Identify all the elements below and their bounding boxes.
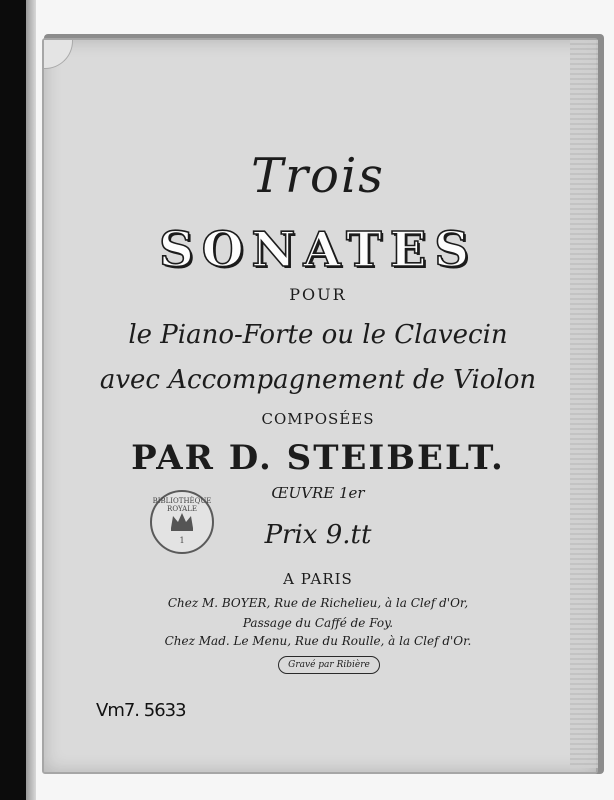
engraver-credit: Gravé par Ribière xyxy=(278,656,380,674)
instruments-line: le Piano-Forte ou le Clavecin xyxy=(128,320,508,350)
pour-label: POUR xyxy=(289,285,347,304)
composer-name: PAR D. STEIBELT. xyxy=(131,438,505,478)
title-sonates: SONATES xyxy=(159,222,477,278)
address-line-2: Passage du Caffé de Foy. xyxy=(242,616,394,630)
address-line-1: Chez M. BOYER, Rue de Richelieu, à la Clef d'Or, xyxy=(167,596,469,610)
scanner-edge xyxy=(0,0,26,800)
price: Prix 9.tt xyxy=(264,520,372,550)
accompaniment-line: avec Accompagnement de Violon xyxy=(99,365,537,395)
shelfmark: Vm7. 5633 xyxy=(96,700,186,721)
composees-label: COMPOSÉES xyxy=(261,410,375,428)
address-line-3: Chez Mad. Le Menu, Rue du Roulle, à la Clef d'Or. xyxy=(164,634,472,648)
library-stamp xyxy=(150,490,214,554)
opus-number: ŒUVRE 1er xyxy=(271,484,365,502)
crown-icon xyxy=(169,510,195,532)
publisher-city: A PARIS xyxy=(283,570,353,588)
stamp-number: 1 xyxy=(179,536,185,545)
title-trois: Trois xyxy=(251,148,385,204)
stamp-text: BIBLIOTHÈQUE ROYALE xyxy=(152,497,212,513)
scanner-margin xyxy=(26,0,36,800)
